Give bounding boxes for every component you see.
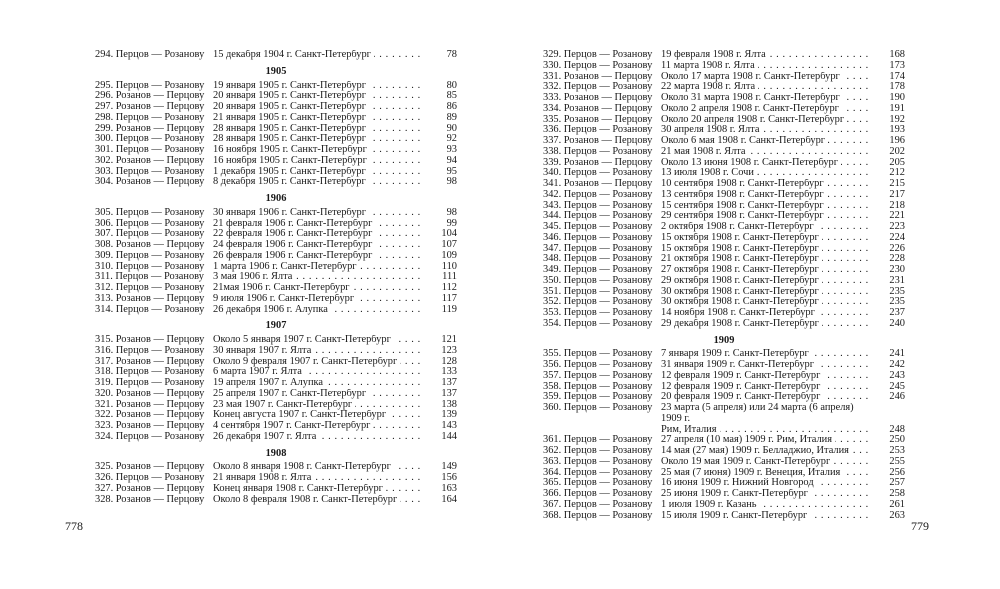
index-entry	[543, 500, 905, 511]
entry-correspondents: 351. Перцов — Розанову	[543, 285, 653, 297]
entry-correspondents: 301. Перцов — Розанову	[95, 144, 205, 155]
entry-page-number: 245	[889, 380, 905, 392]
entry-page-number: 246	[889, 391, 905, 403]
index-entry	[543, 190, 905, 201]
entry-date-place: Около 31 марта 1908 г. Санкт-Петербург	[661, 93, 843, 103]
entry-page-number: 218	[889, 199, 905, 211]
entry-date-place: 27 октября 1908 г. Санкт-Петербург	[661, 265, 822, 275]
entry-page-number: 99	[446, 217, 457, 229]
entry-date-place: 31 января 1909 г. Санкт-Петербург	[661, 360, 817, 370]
entry-page-number: 86	[446, 101, 457, 112]
entry-correspondents: 357. Перцов — Розанову	[543, 369, 653, 381]
entry-date-place: 15 октября 1908 г. Санкт-Петербург	[661, 244, 822, 254]
entry-page-number: 178	[889, 81, 905, 93]
entry-page-number: 164	[441, 493, 457, 505]
entry-page-number: 212	[889, 167, 905, 179]
entry-page-number: 107	[441, 239, 457, 250]
entry-correspondents: 318. Перцов — Розанову	[95, 366, 205, 378]
entry-correspondents: 368. Перцов — Розанову	[543, 509, 653, 521]
entry-page-number: 168	[889, 49, 905, 60]
entry-page-number: 243	[889, 369, 905, 381]
entry-date-place: 30 октября 1908 г. Санкт-Петербург	[661, 287, 822, 297]
entry-date-place: Около 5 января 1907 г. Санкт-Петербург	[213, 335, 394, 345]
entry-date-place: 15 сентября 1908 г. Санкт-Петербург	[661, 201, 827, 211]
entry-date-place: 20 января 1905 г. Санкт-Петербург	[213, 91, 369, 101]
entry-correspondents: 344. Перцов — Розанову	[543, 210, 653, 222]
entry-page-number: 143	[441, 420, 457, 431]
entry-page-number: 139	[441, 409, 457, 421]
entry-page-number: 231	[889, 274, 905, 286]
entry-correspondents: 345. Перцов — Розанову	[543, 221, 653, 232]
entry-correspondents: 332. Перцов — Розанову	[543, 81, 653, 93]
entry-page-number: 156	[441, 472, 457, 483]
entry-page-number: 202	[889, 145, 905, 157]
entry-correspondents: 367. Перцов — Розанову	[543, 498, 653, 510]
left-page-number: 778	[65, 519, 83, 533]
entry-correspondents: 309. Перцов — Розанову	[95, 249, 205, 261]
entry-date-place: 30 января 1906 г. Санкт-Петербург	[213, 208, 369, 218]
entry-date-place: 19 января 1905 г. Санкт-Петербург	[213, 81, 369, 91]
year-heading: 1905	[265, 65, 287, 77]
index-entry	[95, 208, 457, 219]
entry-date-place: 4 сентября 1907 г. Санкт-Петербург	[213, 421, 373, 431]
entry-date-place: 15 октября 1908 г. Санкт-Петербург	[661, 233, 822, 243]
entry-date-place: 22 февраля 1906 г. Санкт-Петербург	[213, 229, 375, 239]
entry-correspondents: 325. Розанов — Перцову	[95, 461, 205, 473]
entry-date-place: 21 октября 1908 г. Санкт-Петербург	[661, 254, 822, 264]
entry-date-place: 1 июля 1909 г. Казань	[661, 500, 760, 510]
entry-page-number: 98	[446, 206, 457, 218]
entry-correspondents: 315. Розанов — Перцову	[95, 334, 205, 345]
entry-date-place: 22 марта 1908 г. Ялта	[661, 82, 758, 92]
entry-date-place: 30 января 1907 г. Ялта	[213, 346, 314, 356]
entry-page-number: 193	[889, 124, 905, 136]
entry-date-place-line2: Рим, Италия	[661, 425, 720, 435]
entry-page-number: 250	[889, 434, 905, 446]
entry-correspondents: 328. Розанов — Перцову	[95, 493, 205, 505]
entry-date-place	[661, 403, 871, 435]
entry-correspondents: 366. Перцов — Розанову	[543, 488, 653, 499]
entry-date-place: 12 февраля 1909 г. Санкт-Петербург	[661, 382, 823, 392]
entry-correspondents: 364. Перцов — Розанову	[543, 466, 653, 478]
entry-correspondents: 323. Розанов — Перцову	[95, 420, 205, 431]
entry-correspondents: 327. Розанов — Перцову	[95, 482, 205, 494]
entry-date-place: Около 20 апреля 1908 г. Санкт-Петербург	[661, 115, 847, 125]
index-entry	[95, 294, 457, 305]
entry-correspondents: 326. Перцов — Розанову	[95, 472, 205, 483]
entry-page-number: 149	[441, 461, 457, 473]
entry-page-number: 138	[441, 398, 457, 410]
entry-page-number: 261	[889, 498, 905, 510]
entry-correspondents: 362. Перцов — Розанову	[543, 445, 653, 456]
entry-correspondents: 302. Розанов — Перцову	[95, 154, 205, 166]
entry-correspondents: 313. Розанов — Перцову	[95, 292, 205, 304]
entry-correspondents: 340. Перцов — Розанову	[543, 167, 653, 179]
entry-correspondents: 295. Перцов — Розанову	[95, 79, 205, 91]
entry-date-place: 16 ноября 1905 г. Санкт-Петербург	[213, 156, 370, 166]
entry-date-place: 2 октября 1908 г. Санкт-Петербург	[661, 222, 817, 232]
entry-date-place: 26 декабря 1907 г. Ялта	[213, 432, 319, 442]
entry-date-place: 21 января 1905 г. Санкт-Петербург	[213, 113, 369, 123]
entry-date-place: Около 9 февраля 1907 г. Санкт-Петербург	[213, 357, 400, 367]
entry-date-place: Конец августа 1907 г. Санкт-Петербург	[213, 410, 389, 420]
entry-correspondents: 300. Перцов — Розанову	[95, 133, 205, 145]
entry-date-place: 3 мая 1906 г. Ялта	[213, 272, 295, 282]
entry-page-number: 163	[441, 482, 457, 494]
entry-page-number: 235	[889, 285, 905, 297]
entry-date-place: 29 декабря 1908 г. Санкт-Петербург	[661, 319, 822, 329]
entry-page-number: 78	[446, 49, 457, 60]
entry-date-place: 12 февраля 1909 г. Санкт-Петербург	[661, 371, 823, 381]
entry-page-number: 196	[889, 135, 905, 146]
entry-page-number: 191	[889, 102, 905, 114]
year-heading: 1907	[265, 320, 287, 332]
index-entry	[95, 113, 457, 124]
entry-date-place: 21 февраля 1906 г. Санкт-Петербург	[213, 219, 375, 229]
index-entry	[543, 61, 905, 72]
entry-correspondents: 303. Перцов — Розанову	[95, 165, 205, 177]
entry-correspondents: 316. Перцов — Розанову	[95, 344, 205, 356]
entry-page-number: 95	[446, 165, 457, 177]
entry-page-number: 80	[446, 79, 457, 91]
index-entry	[95, 177, 457, 188]
entry-page-number: 256	[889, 466, 905, 478]
entry-date-place: 14 ноября 1908 г. Санкт-Петербург	[661, 308, 818, 318]
entry-date-place: 10 сентября 1908 г. Санкт-Петербург	[661, 179, 827, 189]
entry-date-place: Около 13 июня 1908 г. Санкт-Петербург	[661, 158, 841, 168]
entry-correspondents: 317. Розанов — Перцову	[95, 355, 205, 367]
entry-correspondents: 311. Перцов — Розанову	[95, 271, 204, 283]
entry-date-place: 20 января 1905 г. Санкт-Петербург	[213, 102, 369, 112]
entry-page-number: 123	[441, 344, 457, 356]
entry-page-number: 94	[446, 154, 457, 166]
entry-correspondents: 336. Перцов — Розанову	[543, 124, 653, 136]
entry-correspondents: 341. Розанов — Перцову	[543, 178, 653, 189]
entry-correspondents: 331. Розанов — Перцову	[543, 70, 653, 82]
entry-page-number: 242	[889, 359, 905, 370]
entry-date-place: Около 2 апреля 1908 г. Санкт-Петербург	[661, 104, 842, 114]
entry-correspondents: 358. Перцов — Розанову	[543, 380, 653, 392]
entry-correspondents: 314. Перцов — Розанову	[95, 303, 205, 315]
entry-date-place: 8 декабря 1905 г. Санкт-Петербург	[213, 177, 369, 187]
entry-date-place: 15 июля 1909 г. Санкт-Петербург	[661, 511, 810, 521]
entry-page-number: 215	[889, 178, 905, 189]
entry-page-number: 133	[441, 366, 457, 378]
entry-correspondents: 333. Розанов — Перцову	[543, 92, 653, 103]
entry-date-place: 21мая 1906 г. Санкт-Петербург	[213, 283, 353, 293]
index-entry	[543, 147, 905, 158]
right-index-column	[543, 50, 905, 521]
entry-page-number: 121	[441, 334, 457, 345]
entry-page-number: 221	[889, 210, 905, 222]
entry-date-place: 30 апреля 1908 г. Ялта	[661, 125, 762, 135]
index-entry	[95, 484, 457, 495]
entry-correspondents: 350. Перцов — Розанову	[543, 274, 653, 286]
entry-page-number: 226	[889, 242, 905, 254]
entry-date-place: 28 января 1905 г. Санкт-Петербург	[213, 124, 369, 134]
entry-correspondents: 305. Перцов — Розанову	[95, 206, 205, 218]
entry-date-place: 16 июня 1909 г. Нижний Новгород	[661, 478, 817, 488]
index-entry	[543, 233, 905, 244]
entry-correspondents: 363. Перцов — Розанову	[543, 455, 653, 467]
entry-date-place: 1 марта 1906 г. Санкт-Петербург	[213, 262, 360, 272]
entry-date-place: 11 марта 1908 г. Ялта	[661, 61, 758, 71]
entry-page-number: 240	[889, 317, 905, 329]
entry-correspondents: 347. Перцов — Розанову	[543, 242, 653, 254]
entry-page-number: 217	[889, 188, 905, 200]
year-heading: 1906	[265, 193, 287, 204]
entry-correspondents: 330. Перцов — Розанову	[543, 59, 653, 71]
entry-correspondents: 322. Розанов — Перцову	[95, 409, 205, 421]
entry-correspondents: 342. Перцов — Розанову	[543, 188, 653, 200]
entry-correspondents: 359. Перцов — Розанову	[543, 391, 653, 403]
entry-date-place: 25 мая (7 июня) 1909 г. Венеция, Италия	[661, 468, 843, 478]
entry-page-number: 223	[889, 221, 905, 232]
entry-correspondents: 353. Перцов — Розанову	[543, 307, 653, 318]
entry-date-place: 29 октября 1908 г. Санкт-Петербург	[661, 276, 822, 286]
entry-page-number: 112	[441, 282, 457, 293]
entry-correspondents: 338. Перцов — Розанову	[543, 145, 653, 157]
entry-page-number: 173	[889, 59, 905, 71]
entry-date-place: 15 декабря 1904 г. Санкт-Петербург	[213, 50, 374, 60]
index-entry	[95, 156, 457, 167]
entry-correspondents: 299. Розанов — Перцову	[95, 122, 205, 134]
entry-date-place: Около 17 марта 1908 г. Санкт-Петербург	[661, 72, 843, 82]
entry-page-number: 137	[441, 377, 457, 388]
entry-page-number: 104	[441, 228, 457, 240]
index-entry	[95, 346, 457, 357]
entry-page-number: 111	[442, 271, 457, 283]
entry-page-number: 93	[446, 144, 457, 155]
entry-correspondents: 320. Розанов — Перцову	[95, 387, 205, 399]
index-entry	[543, 104, 905, 115]
entry-date-place: 28 января 1905 г. Санкт-Петербург	[213, 134, 369, 144]
entry-page-number: 228	[889, 253, 905, 265]
entry-date-place: Около 8 февраля 1908 г. Санкт-Петербург	[213, 495, 400, 505]
entry-date-place: 27 апреля (10 мая) 1909 г. Рим, Италия	[661, 435, 835, 445]
entry-date-place: 26 февраля 1906 г. Санкт-Петербург	[213, 251, 375, 261]
index-entry	[543, 276, 905, 287]
entry-page-number: 85	[446, 90, 457, 102]
entry-date-place-line1: 23 марта (5 апреля) или 24 марта (6 апреля) 1909 г.	[661, 403, 854, 424]
entry-correspondents: 346. Перцов — Розанову	[543, 231, 653, 243]
entry-page-number: 253	[889, 445, 905, 456]
index-entry	[95, 305, 457, 316]
entry-date-place: Около 6 мая 1908 г. Санкт-Петербург	[661, 136, 828, 146]
index-entry	[543, 457, 905, 468]
entry-date-place: 29 сентября 1908 г. Санкт-Петербург	[661, 211, 827, 221]
entry-page-number: 205	[889, 156, 905, 168]
entry-correspondents: 310. Перцов — Розанову	[95, 260, 205, 272]
entry-correspondents: 294. Перцов — Розанову	[95, 49, 205, 60]
entry-date-place: 21 января 1908 г. Ялта	[213, 473, 314, 483]
index-entry	[95, 495, 457, 506]
entry-date-place: 13 июля 1908 г. Сочи	[661, 168, 757, 178]
index-entry	[95, 389, 457, 400]
entry-date-place: Конец января 1908 г. Санкт-Петербург	[213, 484, 386, 494]
index-entry	[543, 403, 905, 435]
entry-date-place: 25 апреля 1907 г. Санкт-Петербург	[213, 389, 369, 399]
index-entry	[95, 50, 457, 61]
entry-correspondents: 324. Перцов — Розанову	[95, 430, 205, 442]
entry-correspondents: 308. Розанов — Перцову	[95, 239, 205, 250]
entry-correspondents: 348. Перцов — Розанову	[543, 253, 653, 265]
entry-date-place: 24 февраля 1906 г. Санкт-Петербург	[213, 240, 375, 250]
entry-correspondents: 306. Перцов — Розанову	[95, 217, 205, 229]
entry-correspondents: 319. Перцов — Розанову	[95, 377, 205, 388]
entry-date-place: 7 января 1909 г. Санкт-Петербург	[661, 349, 812, 359]
index-entry	[543, 319, 905, 330]
entry-page-number: 109	[441, 249, 457, 261]
entry-correspondents: 335. Розанов — Перцову	[543, 113, 653, 125]
entry-date-place: 1 декабря 1905 г. Санкт-Петербург	[213, 167, 369, 177]
entry-correspondents: 337. Розанов — Перцову	[543, 135, 653, 146]
entry-date-place: 20 февраля 1909 г. Санкт-Петербург	[661, 392, 823, 402]
entry-page-number: 190	[889, 92, 905, 103]
entry-page-number: 255	[889, 455, 905, 467]
entry-correspondents: 356. Перцов — Розанову	[543, 359, 653, 370]
entry-correspondents: 354. Перцов — Розанову	[543, 317, 653, 329]
entry-date-place: 6 марта 1907 г. Ялта	[213, 367, 305, 377]
entry-date-place: 19 февраля 1908 г. Ялта	[661, 50, 769, 60]
year-heading: 1908	[265, 447, 287, 459]
entry-correspondents: 339. Розанов — Перцову	[543, 156, 653, 168]
entry-date-place: 30 октября 1908 г. Санкт-Петербург	[661, 297, 822, 307]
entry-date-place: 23 мая 1907 г. Санкт-Петербург	[213, 400, 355, 410]
entry-page-number: 230	[889, 264, 905, 275]
entry-correspondents: 355. Перцов — Розанову	[543, 348, 653, 360]
entry-page-number: 235	[889, 296, 905, 308]
entry-date-place: 13 сентября 1908 г. Санкт-Петербург	[661, 190, 827, 200]
entry-correspondents: 307. Перцов — Розанову	[95, 228, 205, 240]
entry-page-number: 237	[889, 307, 905, 318]
entry-correspondents: 334. Розанов — Перцову	[543, 102, 653, 114]
entry-date-place: 9 июля 1906 г. Санкт-Петербург	[213, 294, 357, 304]
entry-page-number: 128	[441, 355, 457, 367]
index-entry	[95, 251, 457, 262]
entry-page-number: 117	[441, 292, 457, 304]
index-entry	[95, 432, 457, 443]
entry-page-number: 224	[889, 231, 905, 243]
entry-date-place: Около 19 мая 1909 г. Санкт-Петербург	[661, 457, 833, 467]
entry-page-number: 137	[441, 387, 457, 399]
entry-date-place: 14 мая (27 мая) 1909 г. Белладжио, Италия	[661, 446, 852, 456]
entry-date-place: 26 декабря 1906 г. Алупка	[213, 305, 331, 315]
entry-correspondents: 321. Розанов — Перцову	[95, 398, 205, 410]
entry-correspondents: 365. Перцов — Розанову	[543, 477, 653, 489]
entry-page-number: 110	[441, 260, 457, 272]
entry-correspondents: 349. Перцов — Розанову	[543, 264, 653, 275]
entry-correspondents: 304. Розанов — Перцову	[95, 176, 205, 188]
entry-date-place: 19 апреля 1907 г. Алупка	[213, 378, 326, 388]
entry-page-number: 98	[446, 176, 457, 188]
entry-page-number: 174	[889, 70, 905, 82]
index-entry	[543, 371, 905, 382]
entry-page-number: 119	[441, 303, 457, 315]
entry-page-number: 241	[889, 348, 905, 360]
entry-page-number: 248	[889, 423, 905, 435]
entry-page-number: 144	[441, 430, 457, 442]
entry-page-number: 92	[446, 133, 457, 145]
entry-page-number: 90	[446, 122, 457, 134]
entry-correspondents: 329. Перцов — Розанову	[543, 49, 653, 60]
entry-date-place: 25 июня 1909 г. Санкт-Петербург	[661, 489, 811, 499]
entry-page-number: 258	[889, 488, 905, 499]
entry-date-place: 21 мая 1908 г. Ялта	[661, 147, 749, 157]
entry-correspondents: 296. Розанов — Перцову	[95, 90, 205, 102]
left-index-column	[95, 50, 457, 505]
entry-page-number: 89	[446, 111, 457, 123]
entry-correspondents: 343. Перцов — Розанову	[543, 199, 653, 211]
entry-page-number: 263	[889, 509, 905, 521]
entry-correspondents: 312. Перцов — Розанову	[95, 282, 205, 293]
index-entry	[543, 511, 905, 522]
year-heading: 1909	[713, 334, 735, 346]
entry-correspondents: 297. Розанов — Перцову	[95, 101, 205, 112]
entry-correspondents: 360. Перцов — Розанову	[543, 402, 653, 413]
entry-correspondents: 298. Перцов — Розанову	[95, 111, 205, 123]
entry-date-place: 16 ноября 1905 г. Санкт-Петербург	[213, 145, 370, 155]
entry-correspondents: 352. Перцов — Розанову	[543, 296, 653, 308]
right-page-number: 779	[911, 519, 929, 533]
entry-correspondents: 361. Перцов — Розанову	[543, 434, 653, 446]
right-page	[500, 0, 1000, 589]
entry-date-place: Около 8 января 1908 г. Санкт-Петербург	[213, 462, 394, 472]
entry-page-number: 192	[889, 113, 905, 125]
entry-page-number: 257	[889, 477, 905, 489]
